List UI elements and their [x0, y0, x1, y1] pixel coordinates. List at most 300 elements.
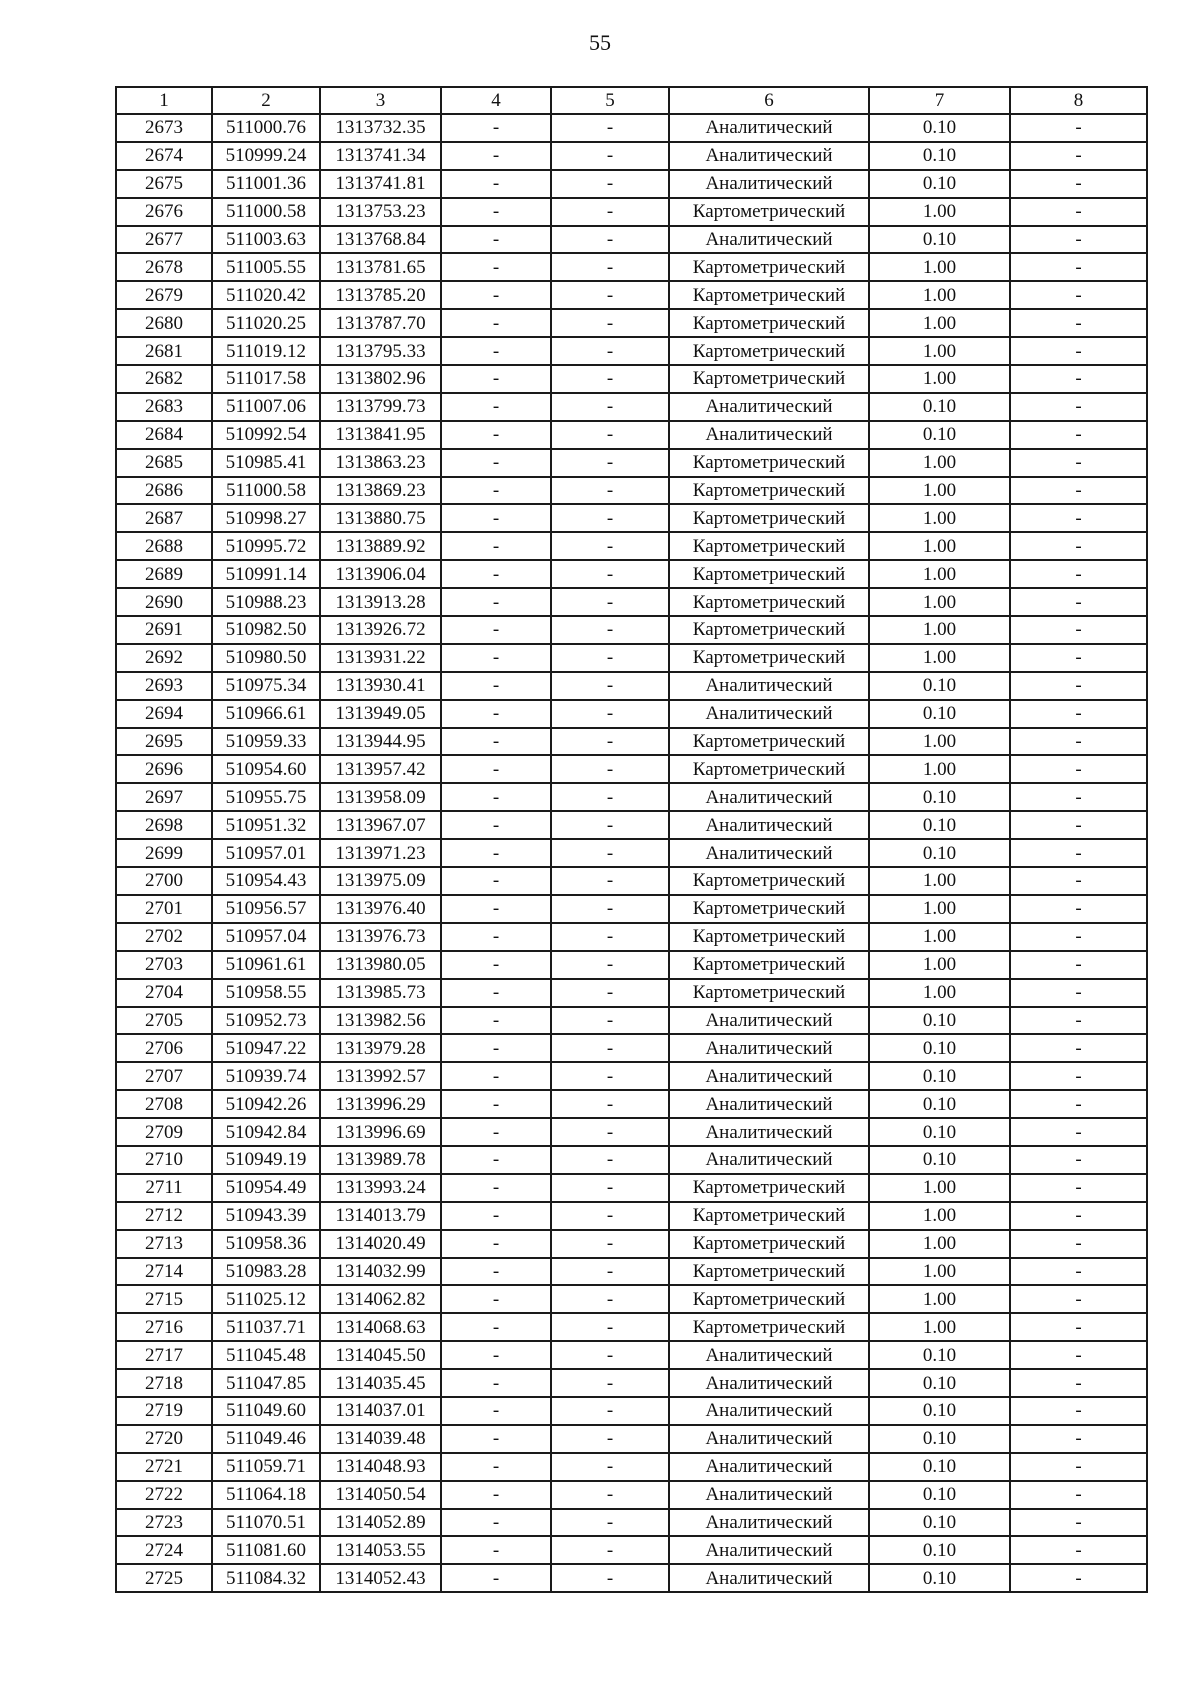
table-row — [116, 365, 1147, 393]
y-coordinate-cell: 1313781.65 — [320, 253, 441, 281]
method-cell: Аналитический — [669, 1509, 869, 1537]
method-cell: Аналитический — [669, 1425, 869, 1453]
point-number-cell: 2691 — [116, 616, 212, 644]
y-coordinate-cell: 1313732.35 — [320, 114, 441, 142]
precision-cell: 1.00 — [869, 923, 1010, 951]
col5-cell: - — [551, 253, 669, 281]
x-coordinate-cell: 511020.42 — [212, 281, 320, 309]
precision-cell: 0.10 — [869, 1397, 1010, 1425]
table-row — [116, 253, 1147, 281]
precision-cell: 1.00 — [869, 309, 1010, 337]
method-cell: Аналитический — [669, 226, 869, 254]
col4-cell: - — [441, 588, 551, 616]
col4-cell: - — [441, 309, 551, 337]
table-row — [116, 588, 1147, 616]
x-coordinate-cell: 511047.85 — [212, 1369, 320, 1397]
x-coordinate-cell: 511064.18 — [212, 1481, 320, 1509]
x-coordinate-cell: 511081.60 — [212, 1536, 320, 1564]
precision-cell: 1.00 — [869, 1313, 1010, 1341]
page-number: 55 — [589, 30, 611, 55]
method-cell: Картометрический — [669, 895, 869, 923]
y-coordinate-cell: 1313993.24 — [320, 1174, 441, 1202]
col5-cell: - — [551, 979, 669, 1007]
point-number-cell: 2718 — [116, 1369, 212, 1397]
table-row — [116, 979, 1147, 1007]
column-header: 1 — [116, 87, 212, 114]
x-coordinate-cell: 511003.63 — [212, 226, 320, 254]
col5-cell: - — [551, 309, 669, 337]
table-row — [116, 309, 1147, 337]
precision-cell: 0.10 — [869, 421, 1010, 449]
y-coordinate-cell: 1313753.23 — [320, 198, 441, 226]
col4-cell: - — [441, 1174, 551, 1202]
col4-cell: - — [441, 616, 551, 644]
col8-cell: - — [1010, 421, 1147, 449]
table-row — [116, 1536, 1147, 1564]
precision-cell: 0.10 — [869, 700, 1010, 728]
col5-cell: - — [551, 365, 669, 393]
method-cell: Картометрический — [669, 1258, 869, 1286]
point-number-cell: 2707 — [116, 1062, 212, 1090]
point-number-cell: 2681 — [116, 337, 212, 365]
point-number-cell: 2712 — [116, 1202, 212, 1230]
col8-cell: - — [1010, 1509, 1147, 1537]
x-coordinate-cell: 510952.73 — [212, 1007, 320, 1035]
precision-cell: 0.10 — [869, 142, 1010, 170]
column-header: 2 — [212, 87, 320, 114]
col4-cell: - — [441, 477, 551, 505]
y-coordinate-cell: 1314048.93 — [320, 1453, 441, 1481]
table-row — [116, 1174, 1147, 1202]
y-coordinate-cell: 1313985.73 — [320, 979, 441, 1007]
col5-cell: - — [551, 672, 669, 700]
point-number-cell: 2710 — [116, 1146, 212, 1174]
point-number-cell: 2705 — [116, 1007, 212, 1035]
method-cell: Картометрический — [669, 1230, 869, 1258]
x-coordinate-cell: 510998.27 — [212, 504, 320, 532]
point-number-cell: 2725 — [116, 1564, 212, 1592]
col8-cell: - — [1010, 1258, 1147, 1286]
col8-cell: - — [1010, 281, 1147, 309]
precision-cell: 1.00 — [869, 755, 1010, 783]
table-row — [116, 1425, 1147, 1453]
table-row — [116, 1369, 1147, 1397]
x-coordinate-cell: 510958.55 — [212, 979, 320, 1007]
col5-cell: - — [551, 393, 669, 421]
method-cell: Картометрический — [669, 560, 869, 588]
col5-cell: - — [551, 1341, 669, 1369]
coordinates-table — [115, 86, 1148, 1593]
col4-cell: - — [441, 783, 551, 811]
y-coordinate-cell: 1314053.55 — [320, 1536, 441, 1564]
table-row — [116, 142, 1147, 170]
col8-cell: - — [1010, 1062, 1147, 1090]
method-cell: Аналитический — [669, 1536, 869, 1564]
precision-cell: 0.10 — [869, 393, 1010, 421]
col8-cell: - — [1010, 728, 1147, 756]
table-row — [116, 170, 1147, 198]
col8-cell: - — [1010, 198, 1147, 226]
y-coordinate-cell: 1313906.04 — [320, 560, 441, 588]
x-coordinate-cell: 510954.60 — [212, 755, 320, 783]
col4-cell: - — [441, 1564, 551, 1592]
precision-cell: 0.10 — [869, 1118, 1010, 1146]
y-coordinate-cell: 1314052.89 — [320, 1509, 441, 1537]
col8-cell: - — [1010, 477, 1147, 505]
x-coordinate-cell: 510980.50 — [212, 644, 320, 672]
x-coordinate-cell: 510995.72 — [212, 532, 320, 560]
col5-cell: - — [551, 1509, 669, 1537]
y-coordinate-cell: 1314050.54 — [320, 1481, 441, 1509]
col8-cell: - — [1010, 1481, 1147, 1509]
y-coordinate-cell: 1314062.82 — [320, 1285, 441, 1313]
precision-cell: 0.10 — [869, 1090, 1010, 1118]
x-coordinate-cell: 511037.71 — [212, 1313, 320, 1341]
method-cell: Аналитический — [669, 1146, 869, 1174]
col4-cell: - — [441, 337, 551, 365]
x-coordinate-cell: 510966.61 — [212, 700, 320, 728]
col5-cell: - — [551, 1285, 669, 1313]
col8-cell: - — [1010, 979, 1147, 1007]
col8-cell: - — [1010, 1369, 1147, 1397]
y-coordinate-cell: 1313787.70 — [320, 309, 441, 337]
point-number-cell: 2687 — [116, 504, 212, 532]
col4-cell: - — [441, 1202, 551, 1230]
table-row — [116, 421, 1147, 449]
precision-cell: 1.00 — [869, 532, 1010, 560]
x-coordinate-cell: 511017.58 — [212, 365, 320, 393]
precision-cell: 1.00 — [869, 449, 1010, 477]
method-cell: Аналитический — [669, 114, 869, 142]
col4-cell: - — [441, 951, 551, 979]
col4-cell: - — [441, 895, 551, 923]
y-coordinate-cell: 1314045.50 — [320, 1341, 441, 1369]
point-number-cell: 2700 — [116, 867, 212, 895]
column-header: 6 — [669, 87, 869, 114]
method-cell: Картометрический — [669, 281, 869, 309]
method-cell: Аналитический — [669, 839, 869, 867]
point-number-cell: 2683 — [116, 393, 212, 421]
col4-cell: - — [441, 281, 551, 309]
x-coordinate-cell: 510957.04 — [212, 923, 320, 951]
table-row — [116, 1258, 1147, 1286]
x-coordinate-cell: 511070.51 — [212, 1509, 320, 1537]
col4-cell: - — [441, 142, 551, 170]
col5-cell: - — [551, 1174, 669, 1202]
col5-cell: - — [551, 867, 669, 895]
col4-cell: - — [441, 1146, 551, 1174]
table-row — [116, 449, 1147, 477]
method-cell: Картометрический — [669, 951, 869, 979]
point-number-cell: 2692 — [116, 644, 212, 672]
col4-cell: - — [441, 979, 551, 1007]
col5-cell: - — [551, 1062, 669, 1090]
point-number-cell: 2686 — [116, 477, 212, 505]
col4-cell: - — [441, 811, 551, 839]
col8-cell: - — [1010, 1007, 1147, 1035]
col5-cell: - — [551, 811, 669, 839]
y-coordinate-cell: 1314068.63 — [320, 1313, 441, 1341]
col5-cell: - — [551, 1230, 669, 1258]
x-coordinate-cell: 510991.14 — [212, 560, 320, 588]
precision-cell: 0.10 — [869, 1034, 1010, 1062]
point-number-cell: 2698 — [116, 811, 212, 839]
point-number-cell: 2694 — [116, 700, 212, 728]
table-row — [116, 1453, 1147, 1481]
col4-cell: - — [441, 1090, 551, 1118]
col4-cell: - — [441, 1397, 551, 1425]
table-row — [116, 393, 1147, 421]
point-number-cell: 2714 — [116, 1258, 212, 1286]
method-cell: Аналитический — [669, 700, 869, 728]
point-number-cell: 2715 — [116, 1285, 212, 1313]
table-row — [116, 867, 1147, 895]
col8-cell: - — [1010, 393, 1147, 421]
point-number-cell: 2719 — [116, 1397, 212, 1425]
x-coordinate-cell: 510942.84 — [212, 1118, 320, 1146]
point-number-cell: 2675 — [116, 170, 212, 198]
col4-cell: - — [441, 1007, 551, 1035]
col8-cell: - — [1010, 755, 1147, 783]
col8-cell: - — [1010, 1118, 1147, 1146]
col8-cell: - — [1010, 1090, 1147, 1118]
col8-cell: - — [1010, 1313, 1147, 1341]
table-row — [116, 895, 1147, 923]
precision-cell: 1.00 — [869, 1230, 1010, 1258]
y-coordinate-cell: 1313949.05 — [320, 700, 441, 728]
table-row — [116, 477, 1147, 505]
precision-cell: 1.00 — [869, 616, 1010, 644]
col5-cell: - — [551, 142, 669, 170]
col8-cell: - — [1010, 1202, 1147, 1230]
precision-cell: 0.10 — [869, 1369, 1010, 1397]
method-cell: Аналитический — [669, 393, 869, 421]
y-coordinate-cell: 1313863.23 — [320, 449, 441, 477]
col5-cell: - — [551, 1007, 669, 1035]
table-row — [116, 923, 1147, 951]
col5-cell: - — [551, 644, 669, 672]
table-row — [116, 1313, 1147, 1341]
col8-cell: - — [1010, 1034, 1147, 1062]
col8-cell: - — [1010, 867, 1147, 895]
x-coordinate-cell: 510957.01 — [212, 839, 320, 867]
point-number-cell: 2721 — [116, 1453, 212, 1481]
col5-cell: - — [551, 1313, 669, 1341]
col5-cell: - — [551, 477, 669, 505]
col5-cell: - — [551, 1118, 669, 1146]
col5-cell: - — [551, 839, 669, 867]
col8-cell: - — [1010, 588, 1147, 616]
precision-cell: 1.00 — [869, 588, 1010, 616]
col8-cell: - — [1010, 142, 1147, 170]
col5-cell: - — [551, 1034, 669, 1062]
col4-cell: - — [441, 1509, 551, 1537]
method-cell: Картометрический — [669, 532, 869, 560]
col4-cell: - — [441, 393, 551, 421]
col5-cell: - — [551, 1146, 669, 1174]
precision-cell: 1.00 — [869, 365, 1010, 393]
col8-cell: - — [1010, 1146, 1147, 1174]
method-cell: Аналитический — [669, 1090, 869, 1118]
precision-cell: 0.10 — [869, 1062, 1010, 1090]
col5-cell: - — [551, 560, 669, 588]
col5-cell: - — [551, 281, 669, 309]
col5-cell: - — [551, 114, 669, 142]
method-cell: Картометрический — [669, 755, 869, 783]
col8-cell: - — [1010, 226, 1147, 254]
col8-cell: - — [1010, 1230, 1147, 1258]
col4-cell: - — [441, 867, 551, 895]
col4-cell: - — [441, 253, 551, 281]
y-coordinate-cell: 1313976.40 — [320, 895, 441, 923]
method-cell: Картометрический — [669, 867, 869, 895]
x-coordinate-cell: 511049.60 — [212, 1397, 320, 1425]
method-cell: Аналитический — [669, 142, 869, 170]
col4-cell: - — [441, 449, 551, 477]
col8-cell: - — [1010, 560, 1147, 588]
col5-cell: - — [551, 1202, 669, 1230]
col5-cell: - — [551, 170, 669, 198]
col8-cell: - — [1010, 923, 1147, 951]
x-coordinate-cell: 510959.33 — [212, 728, 320, 756]
method-cell: Аналитический — [669, 1397, 869, 1425]
table-row — [116, 783, 1147, 811]
precision-cell: 0.10 — [869, 811, 1010, 839]
precision-cell: 1.00 — [869, 1285, 1010, 1313]
col5-cell: - — [551, 504, 669, 532]
y-coordinate-cell: 1313880.75 — [320, 504, 441, 532]
table-row — [116, 951, 1147, 979]
col8-cell: - — [1010, 1341, 1147, 1369]
col8-cell: - — [1010, 1285, 1147, 1313]
method-cell: Аналитический — [669, 1341, 869, 1369]
precision-cell: 1.00 — [869, 198, 1010, 226]
col8-cell: - — [1010, 449, 1147, 477]
col4-cell: - — [441, 1369, 551, 1397]
col4-cell: - — [441, 198, 551, 226]
table-row — [116, 1007, 1147, 1035]
y-coordinate-cell: 1313989.78 — [320, 1146, 441, 1174]
col5-cell: - — [551, 1258, 669, 1286]
y-coordinate-cell: 1314020.49 — [320, 1230, 441, 1258]
y-coordinate-cell: 1313996.69 — [320, 1118, 441, 1146]
col8-cell: - — [1010, 309, 1147, 337]
col5-cell: - — [551, 895, 669, 923]
col5-cell: - — [551, 1453, 669, 1481]
method-cell: Аналитический — [669, 1062, 869, 1090]
point-number-cell: 2676 — [116, 198, 212, 226]
y-coordinate-cell: 1313975.09 — [320, 867, 441, 895]
x-coordinate-cell: 510988.23 — [212, 588, 320, 616]
column-header: 4 — [441, 87, 551, 114]
x-coordinate-cell: 511045.48 — [212, 1341, 320, 1369]
point-number-cell: 2684 — [116, 421, 212, 449]
x-coordinate-cell: 510947.22 — [212, 1034, 320, 1062]
col4-cell: - — [441, 1453, 551, 1481]
method-cell: Аналитический — [669, 1564, 869, 1592]
col8-cell: - — [1010, 253, 1147, 281]
point-number-cell: 2673 — [116, 114, 212, 142]
x-coordinate-cell: 510954.49 — [212, 1174, 320, 1202]
precision-cell: 0.10 — [869, 1509, 1010, 1537]
table-row — [116, 560, 1147, 588]
col5-cell: - — [551, 700, 669, 728]
point-number-cell: 2713 — [116, 1230, 212, 1258]
table-row — [116, 198, 1147, 226]
table-row — [116, 644, 1147, 672]
col5-cell: - — [551, 337, 669, 365]
table-row — [116, 226, 1147, 254]
precision-cell: 1.00 — [869, 337, 1010, 365]
precision-cell: 0.10 — [869, 839, 1010, 867]
point-number-cell: 2678 — [116, 253, 212, 281]
precision-cell: 1.00 — [869, 951, 1010, 979]
table-row — [116, 337, 1147, 365]
col8-cell: - — [1010, 811, 1147, 839]
table-row — [116, 1034, 1147, 1062]
method-cell: Картометрический — [669, 504, 869, 532]
y-coordinate-cell: 1313958.09 — [320, 783, 441, 811]
method-cell: Картометрический — [669, 644, 869, 672]
col8-cell: - — [1010, 644, 1147, 672]
col8-cell: - — [1010, 1453, 1147, 1481]
precision-cell: 1.00 — [869, 895, 1010, 923]
precision-cell: 0.10 — [869, 672, 1010, 700]
point-number-cell: 2680 — [116, 309, 212, 337]
precision-cell: 1.00 — [869, 1202, 1010, 1230]
col4-cell: - — [441, 644, 551, 672]
table-row — [116, 839, 1147, 867]
x-coordinate-cell: 511049.46 — [212, 1425, 320, 1453]
method-cell: Картометрический — [669, 1285, 869, 1313]
point-number-cell: 2693 — [116, 672, 212, 700]
x-coordinate-cell: 510949.19 — [212, 1146, 320, 1174]
precision-cell: 0.10 — [869, 1146, 1010, 1174]
table-row — [116, 811, 1147, 839]
col4-cell: - — [441, 1313, 551, 1341]
point-number-cell: 2708 — [116, 1090, 212, 1118]
y-coordinate-cell: 1314052.43 — [320, 1564, 441, 1592]
method-cell: Аналитический — [669, 1453, 869, 1481]
x-coordinate-cell: 511019.12 — [212, 337, 320, 365]
table-row — [116, 728, 1147, 756]
col4-cell: - — [441, 1062, 551, 1090]
precision-cell: 0.10 — [869, 1536, 1010, 1564]
col8-cell: - — [1010, 783, 1147, 811]
col4-cell: - — [441, 532, 551, 560]
table-row — [116, 1062, 1147, 1090]
col8-cell: - — [1010, 532, 1147, 560]
x-coordinate-cell: 511000.58 — [212, 477, 320, 505]
y-coordinate-cell: 1313957.42 — [320, 755, 441, 783]
point-number-cell: 2674 — [116, 142, 212, 170]
x-coordinate-cell: 510951.32 — [212, 811, 320, 839]
header-row — [116, 87, 1147, 114]
y-coordinate-cell: 1313926.72 — [320, 616, 441, 644]
y-coordinate-cell: 1313930.41 — [320, 672, 441, 700]
col5-cell: - — [551, 1397, 669, 1425]
method-cell: Картометрический — [669, 449, 869, 477]
col4-cell: - — [441, 226, 551, 254]
col4-cell: - — [441, 421, 551, 449]
col5-cell: - — [551, 1090, 669, 1118]
point-number-cell: 2724 — [116, 1536, 212, 1564]
col4-cell: - — [441, 560, 551, 588]
x-coordinate-cell: 510956.57 — [212, 895, 320, 923]
col8-cell: - — [1010, 616, 1147, 644]
precision-cell: 1.00 — [869, 728, 1010, 756]
point-number-cell: 2704 — [116, 979, 212, 1007]
